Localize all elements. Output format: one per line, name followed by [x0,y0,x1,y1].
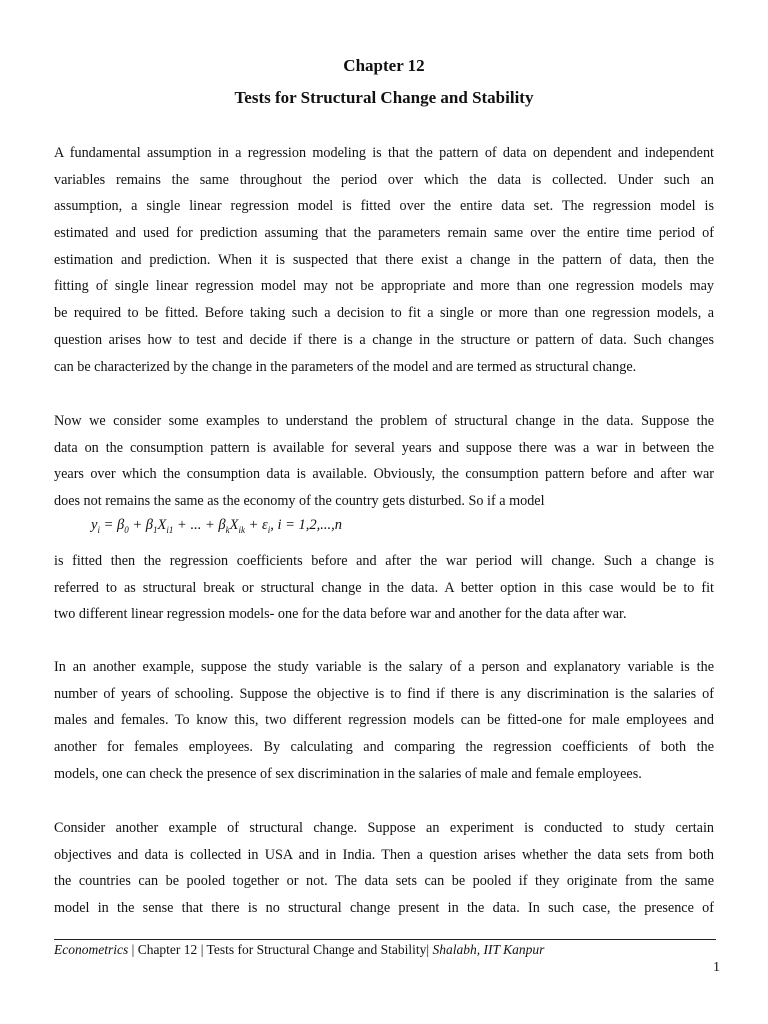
eq-op: + [248,517,259,533]
footer-separator: | [200,942,204,957]
text-line: assumption, a single linear regression model is fitted over the entire data set. The regression model is [54,198,714,215]
eq-ellipsis: ... [190,517,202,533]
eq-index-range: i = 1,2,...,n [277,517,343,533]
eq-x1: X [157,517,167,533]
footer-author: Shalabh, IIT Kanpur [432,942,545,957]
eq-betak-sub: k [225,524,230,535]
paragraph-salary-example [54,654,714,787]
footer-separator: | [426,942,430,957]
eq-beta1-sub: 1 [153,524,158,535]
paragraph-structural-break [54,548,714,628]
text-line: Now we consider some examples to understand the problem of structural change in the data. Suppose the [54,413,714,429]
eq-betak: β [218,517,226,533]
paragraph-intro [54,140,714,380]
text-line: fitting of single linear regression model may not be appropriate and more than one regression models may [54,278,714,295]
chapter-number: Chapter 12 [343,56,425,75]
footer-divider [54,939,716,940]
text-line: referred to as structural break or structural change in the data. A better option in this case would be to fit [54,579,714,596]
text-line: is fitted then the regression coefficients before and after the war period will change. Such a change is [54,553,714,569]
text-line: A fundamental assumption in a regression modeling is that the pattern of data on dependent and independent [54,145,714,161]
text-line: question arises how to test and decide if there is a change in the structure or pattern of data. Such changes [54,331,714,348]
eq-beta0-sub: 0 [124,524,129,535]
eq-epsilon-sub: i [267,524,271,535]
page-number: 1 [713,960,720,975]
text-line: models, one can check the presence of sex discrimination in the salaries of male and female employees. [54,765,642,782]
text-line: variables remains the same throughout the period over which the data is collected. Under such an [54,171,714,188]
text-line: In an another example, suppose the study variable is the salary of a person and explanatory variable is the [54,659,714,675]
text-line: years over which the consumption data is available. Obviously, the consumption pattern before and after war [54,466,714,483]
eq-beta0: β [117,517,125,533]
text-line: can be characterized by the change in the parameters of the model and are termed as structural change. [54,358,637,375]
text-line: be required to be fitted. Before taking such a decision to fit a single or more than one regression models, a [54,305,714,322]
text-line: number of years of schooling. Suppose the objective is to find if there is any discrimination is the salaries of [54,685,714,702]
text-line: data on the consumption pattern is available for several years and suppose there was a war in between the [54,439,714,456]
eq-x1-sub: i1 [166,524,174,535]
eq-op: = [103,517,114,533]
text-line: model in the sense that there is no structural change present in the data. In such case, the presence of [54,900,714,917]
text-line: another for females employees. By calculating and comparing the regression coefficients of both the [54,739,714,756]
paragraph-pooling-example [54,815,714,922]
eq-op: + [132,517,143,533]
regression-equation [91,517,342,535]
text-line: the countries can be pooled together or not. The data sets can be pooled if they originate from the same [54,873,714,890]
eq-y-sub: i [97,524,100,535]
eq-xk-sub: ik [238,524,245,535]
eq-epsilon: ε [262,517,268,533]
text-line: objectives and data is collected in USA and in India. Then a question arises whether the data sets from both [54,846,714,863]
eq-op: + [177,517,187,533]
footer-separator: | [131,942,135,957]
text-line: estimated and used for prediction assuming that the parameters remain same over the entire time period of [54,225,714,242]
text-line: estimation and prediction. When it is suspected that there exist a change in the pattern of data, then the [54,251,714,268]
footer-title: Tests for Structural Change and Stability [206,942,427,957]
page-footer [54,942,544,958]
footer-chapter: Chapter 12 [137,942,198,957]
eq-xk: X [229,517,239,533]
eq-beta1: β [145,517,154,533]
chapter-title: Tests for Structural Change and Stability [234,88,534,107]
text-line: Consider another example of structural change. Suppose an experiment is conducted to study certain [54,820,714,836]
eq-comma: , [270,517,274,533]
eq-y: y [91,517,98,533]
text-line: does not remains the same as the economy of the country gets disturbed. So if a model [54,493,545,510]
paragraph-war-example [54,408,714,515]
eq-op: + [204,517,215,533]
footer-book: Econometrics [54,942,129,957]
text-line: two different linear regression models- one for the data before war and another for the data after war. [54,606,627,623]
text-line: males and females. To know this, two different regression models can be fitted-one for male employees and [54,712,714,729]
